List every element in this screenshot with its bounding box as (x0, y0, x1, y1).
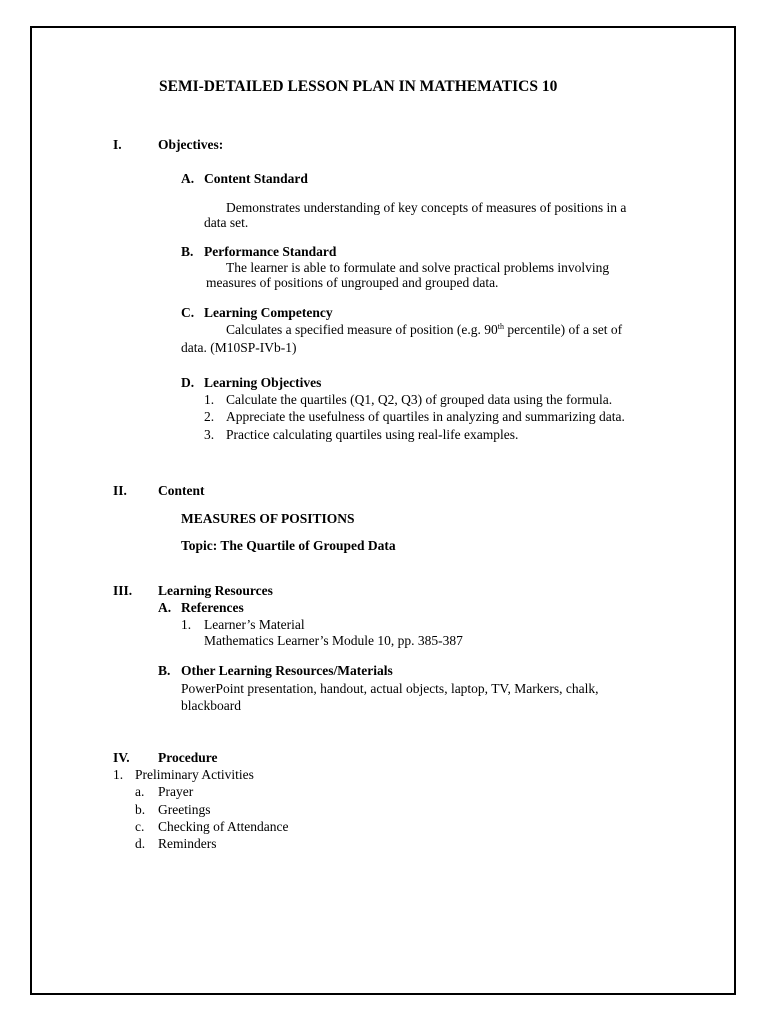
procedure-subitem: Greetings (158, 802, 211, 817)
performance-standard-heading: Performance Standard (204, 244, 337, 259)
procedure-subitem-letter: d. (135, 836, 146, 851)
section-4-heading: Procedure (158, 750, 218, 765)
content-standard-heading: Content Standard (204, 171, 308, 186)
section-2-heading: Content (158, 483, 205, 498)
section-1-heading: Objectives: (158, 137, 224, 152)
references-heading: References (181, 600, 244, 615)
learning-competency-text-line1: Calculates a specified measure of position (e.g. 90th percentile) of a set of (226, 322, 623, 337)
other-resources-label: B. (158, 663, 171, 678)
procedure-subitem: Checking of Attendance (158, 819, 289, 834)
section-3-number: III. (113, 583, 133, 598)
section-1-number: I. (113, 137, 122, 152)
objective-number: 2. (204, 409, 215, 424)
learning-objectives-heading: Learning Objectives (204, 375, 322, 390)
procedure-subitem: Prayer (158, 784, 194, 799)
performance-standard-text-line2: measures of positions of ungrouped and grouped data. (206, 275, 499, 290)
procedure-subitem-letter: b. (135, 802, 146, 817)
reference-number: 1. (181, 617, 192, 632)
other-resources-heading: Other Learning Resources/Materials (181, 663, 393, 678)
other-resources-text-line2: blackboard (181, 698, 241, 713)
references-label: A. (158, 600, 172, 615)
objective-number: 1. (204, 392, 215, 407)
learning-competency-text-line2: data. (M10SP-IVb-1) (181, 340, 297, 355)
objective-text: Appreciate the usefulness of quartiles in analyzing and summarizing data. (226, 409, 625, 424)
performance-standard-text-line1: The learner is able to formulate and solve practical problems involving (226, 260, 610, 275)
learning-competency-heading: Learning Competency (204, 305, 333, 320)
content-standard-label: A. (181, 171, 195, 186)
other-resources-text-line1: PowerPoint presentation, handout, actual objects, laptop, TV, Markers, chalk, (181, 681, 599, 696)
procedure-item-number: 1. (113, 767, 124, 782)
objective-text: Practice calculating quartiles using real-life examples. (226, 427, 519, 442)
document-title: SEMI-DETAILED LESSON PLAN IN MATHEMATICS 10 (159, 78, 558, 95)
procedure-item: Preliminary Activities (135, 767, 254, 782)
content-topic-title: MEASURES OF POSITIONS (181, 511, 355, 526)
section-4-number: IV. (113, 750, 130, 765)
objective-text: Calculate the quartiles (Q1, Q2, Q3) of grouped data using the formula. (226, 392, 613, 407)
performance-standard-label: B. (181, 244, 194, 259)
procedure-subitem: Reminders (158, 836, 217, 851)
procedure-subitem-letter: c. (135, 819, 145, 834)
section-3-heading: Learning Resources (158, 583, 273, 598)
learning-objectives-label: D. (181, 375, 195, 390)
section-2-number: II. (113, 483, 127, 498)
objective-number: 3. (204, 427, 215, 442)
reference-item-detail: Mathematics Learner’s Module 10, pp. 385-387 (204, 633, 463, 648)
procedure-subitem-letter: a. (135, 784, 145, 799)
content-standard-text-line1: Demonstrates understanding of key concepts of measures of positions in a (226, 200, 627, 215)
content-standard-text-line2: data set. (204, 215, 249, 230)
reference-item: Learner’s Material (204, 617, 305, 632)
content-topic: Topic: The Quartile of Grouped Data (181, 538, 396, 553)
learning-competency-label: C. (181, 305, 195, 320)
